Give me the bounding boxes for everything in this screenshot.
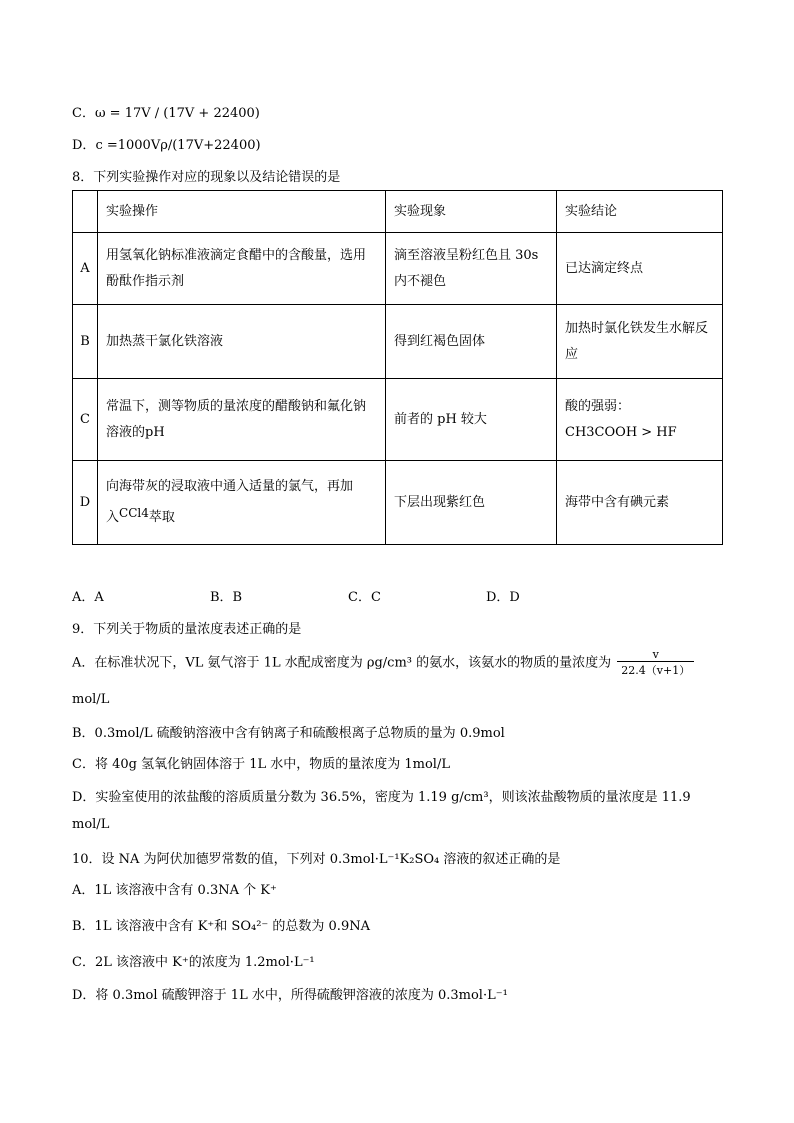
choice-a: A．A — [72, 590, 104, 605]
ccl4-formula: CCl4 — [119, 506, 149, 520]
row-letter: D — [73, 461, 98, 545]
q10-option-c: C．2L 该溶液中 K⁺的浓度为 1.2mol·L⁻¹ — [72, 955, 315, 970]
row-phenomenon: 前者的 pH 较大 — [386, 379, 557, 461]
row-conclusion: 加热时氯化铁发生水解反应 — [557, 305, 723, 379]
q10-option-a: A．1L 该溶液中含有 0.3NA 个 K⁺ — [72, 883, 277, 898]
row-phenomenon: 下层出现紫红色 — [386, 461, 557, 545]
choice-b: B．B — [210, 590, 243, 605]
q10-option-d: D．将 0.3mol 硫酸钾溶于 1L 水中，所得硫酸钾溶液的浓度为 0.3mol·L⁻¹ — [72, 988, 508, 1003]
row-phenomenon: 得到红褐色固体 — [386, 305, 557, 379]
header-operation: 实验操作 — [98, 191, 386, 233]
q8-choices — [72, 586, 520, 605]
header-phenomenon: 实验现象 — [386, 191, 557, 233]
q7-option-c-text: ω = 17V / (17V + 22400) — [94, 106, 260, 121]
row-letter: C — [73, 379, 98, 461]
row-conclusion — [557, 379, 723, 461]
table-row — [73, 233, 723, 305]
choice-d: D．D — [486, 590, 520, 605]
q9-stem: 9．下列关于物质的量浓度表述正确的是 — [72, 622, 302, 637]
table-header-row — [73, 191, 723, 233]
choice-c: C．C — [348, 590, 381, 605]
header-conclusion: 实验结论 — [557, 191, 723, 233]
table-row — [73, 461, 723, 545]
row-letter: A — [73, 233, 98, 305]
q7-option-d-text: c =1000Vρ/(17V+22400) — [95, 138, 261, 153]
q10-option-b: B．1L 该溶液中含有 K⁺和 SO₄²⁻ 的总数为 0.9NA — [72, 919, 370, 934]
row-conclusion: 海带中含有碘元素 — [557, 461, 723, 545]
q9-option-a: A．在标准状况下，VL 氨气溶于 1L 水配成密度为 ρg/cm³ 的氨水，该氨水的物质的量浓度为 $\frac{v}{22.4(v+1)}$ — [72, 648, 694, 678]
q7-option-c: C．ω = 17V / (17V + 22400) — [72, 106, 260, 121]
q9-option-a-unit: mol/L — [72, 692, 110, 707]
conclusion-line-2: CH3COOH > HF — [565, 424, 677, 440]
q9-option-b: B．0.3mol/L 硫酸钠溶液中含有钠离子和硫酸根离子总物质的量为 0.9mol — [72, 726, 505, 741]
row-conclusion: 已达滴定终点 — [557, 233, 723, 305]
table-row — [73, 305, 723, 379]
row-operation: 常温下，测等物质的量浓度的醋酸钠和氟化钠溶液的pH — [98, 379, 386, 461]
q8-table — [72, 190, 723, 545]
row-letter: B — [73, 305, 98, 379]
q10-stem: 10．设 NA 为阿伏加德罗常数的值，下列对 0.3mol·L⁻¹K₂SO₄ 溶液的叙述正确的是 — [72, 852, 561, 867]
conclusion-line-1: 酸的强弱： — [565, 398, 631, 414]
q8-stem: 8．下列实验操作对应的现象以及结论错误的是 — [72, 170, 341, 185]
row-phenomenon: 滴至溶液呈粉红色且 30s 内不褪色 — [386, 233, 557, 305]
q7-option-d: D．c =1000Vρ/(17V+22400) — [72, 138, 261, 153]
q9-option-d: D．实验室使用的浓盐酸的溶质质量分数为 36.5%，密度为 1.19 g/cm³，则该浓盐酸物质的量浓度是 11.9 — [72, 790, 691, 805]
fraction: $\frac{v}{22.4(v+1)}$ — [617, 648, 694, 678]
row-operation: 向海带灰的浸取液中通入适量的氯气，再加 入CCl4萃取 — [98, 461, 386, 545]
q9-option-c: C．将 40g 氢氧化钠固体溶于 1L 水中，物质的量浓度为 1mol/L — [72, 757, 450, 772]
q9-option-d-unit: mol/L — [72, 817, 110, 832]
row-operation: 用氢氧化钠标准液滴定食醋中的含酸量，选用酚酞作指示剂 — [98, 233, 386, 305]
table-row — [73, 379, 723, 461]
row-operation: 加热蒸干氯化铁溶液 — [98, 305, 386, 379]
